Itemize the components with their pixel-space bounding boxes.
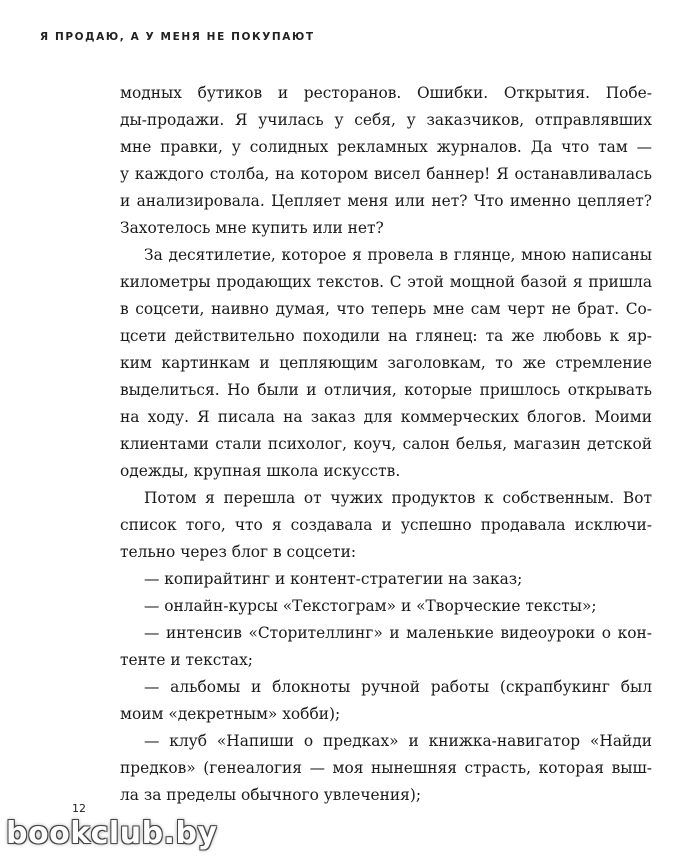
text-line: километры продающих текстов. С этой мощной базой я пришла: [120, 273, 652, 291]
page-number: 12: [72, 802, 86, 815]
text-line: тельно через блог в соцсети:: [120, 543, 357, 561]
text-line: мне правки, у солидных рекламных журналов. Да что там —: [120, 138, 652, 156]
text-line: За десятилетие, которое я провела в глянце, мною написаны: [144, 246, 652, 264]
text-line: цсети действительно походили на глянец: та же любовь к яр-: [120, 327, 652, 345]
text-line: моим «декретным» хобби);: [120, 705, 341, 723]
text-line: — альбомы и блокноты ручной работы (скрапбукинг был: [144, 678, 652, 696]
text-line: тенте и текстах;: [120, 651, 253, 669]
text-line: ды-продажи. Я училась у себя, у заказчиков, отправлявших: [120, 111, 652, 129]
text-line: и анализировала. Цепляет меня или нет? Что именно цепляет?: [120, 192, 652, 210]
text-line: — копирайтинг и контент-стратегии на заказ;: [144, 570, 523, 588]
running-header: Я ПРОДАЮ, А У МЕНЯ НЕ ПОКУПАЮТ: [40, 31, 315, 43]
text-line: ким картинкам и цепляющим заголовкам, то же стремление: [120, 354, 652, 372]
watermark-logo: bookclub.by: [6, 816, 218, 851]
text-line: в соцсети, наивно думая, что теперь мне сам черт не брат. Со-: [120, 300, 652, 318]
text-line: ла за пределы обычного увлечения);: [120, 786, 422, 804]
text-line: выделиться. Но были и отличия, которые пришлось открывать: [120, 381, 652, 399]
text-line: Захотелось мне купить или нет?: [120, 219, 384, 237]
text-line: — интенсив «Сторителлинг» и маленькие видеоуроки о кон-: [144, 624, 652, 642]
text-line: клиентами стали психолог, коуч, салон белья, магазин детской: [120, 435, 652, 453]
text-line: предков» (генеалогия — моя нынешняя страсть, которая выш-: [120, 759, 652, 777]
text-line: на ходу. Я писала на заказ для коммерческих блогов. Моими: [120, 408, 652, 426]
text-line: список того, что я создавала и успешно продавала исключи-: [120, 516, 652, 534]
text-line: одежды, крупная школа искусств.: [120, 462, 401, 480]
text-line: модных бутиков и ресторанов. Ошибки. Открытия. Побе-: [120, 84, 652, 102]
page-text: [120, 80, 652, 809]
text-line: Потом я перешла от чужих продуктов к собственным. Вот: [144, 489, 652, 507]
text-line: у каждого столба, на котором висел баннер! Я останавливалась: [120, 165, 652, 183]
text-line: — онлайн-курсы «Текстограм» и «Творческие тексты»;: [144, 597, 597, 615]
text-line: — клуб «Напиши о предках» и книжка-навигатор «Найди: [144, 732, 652, 750]
